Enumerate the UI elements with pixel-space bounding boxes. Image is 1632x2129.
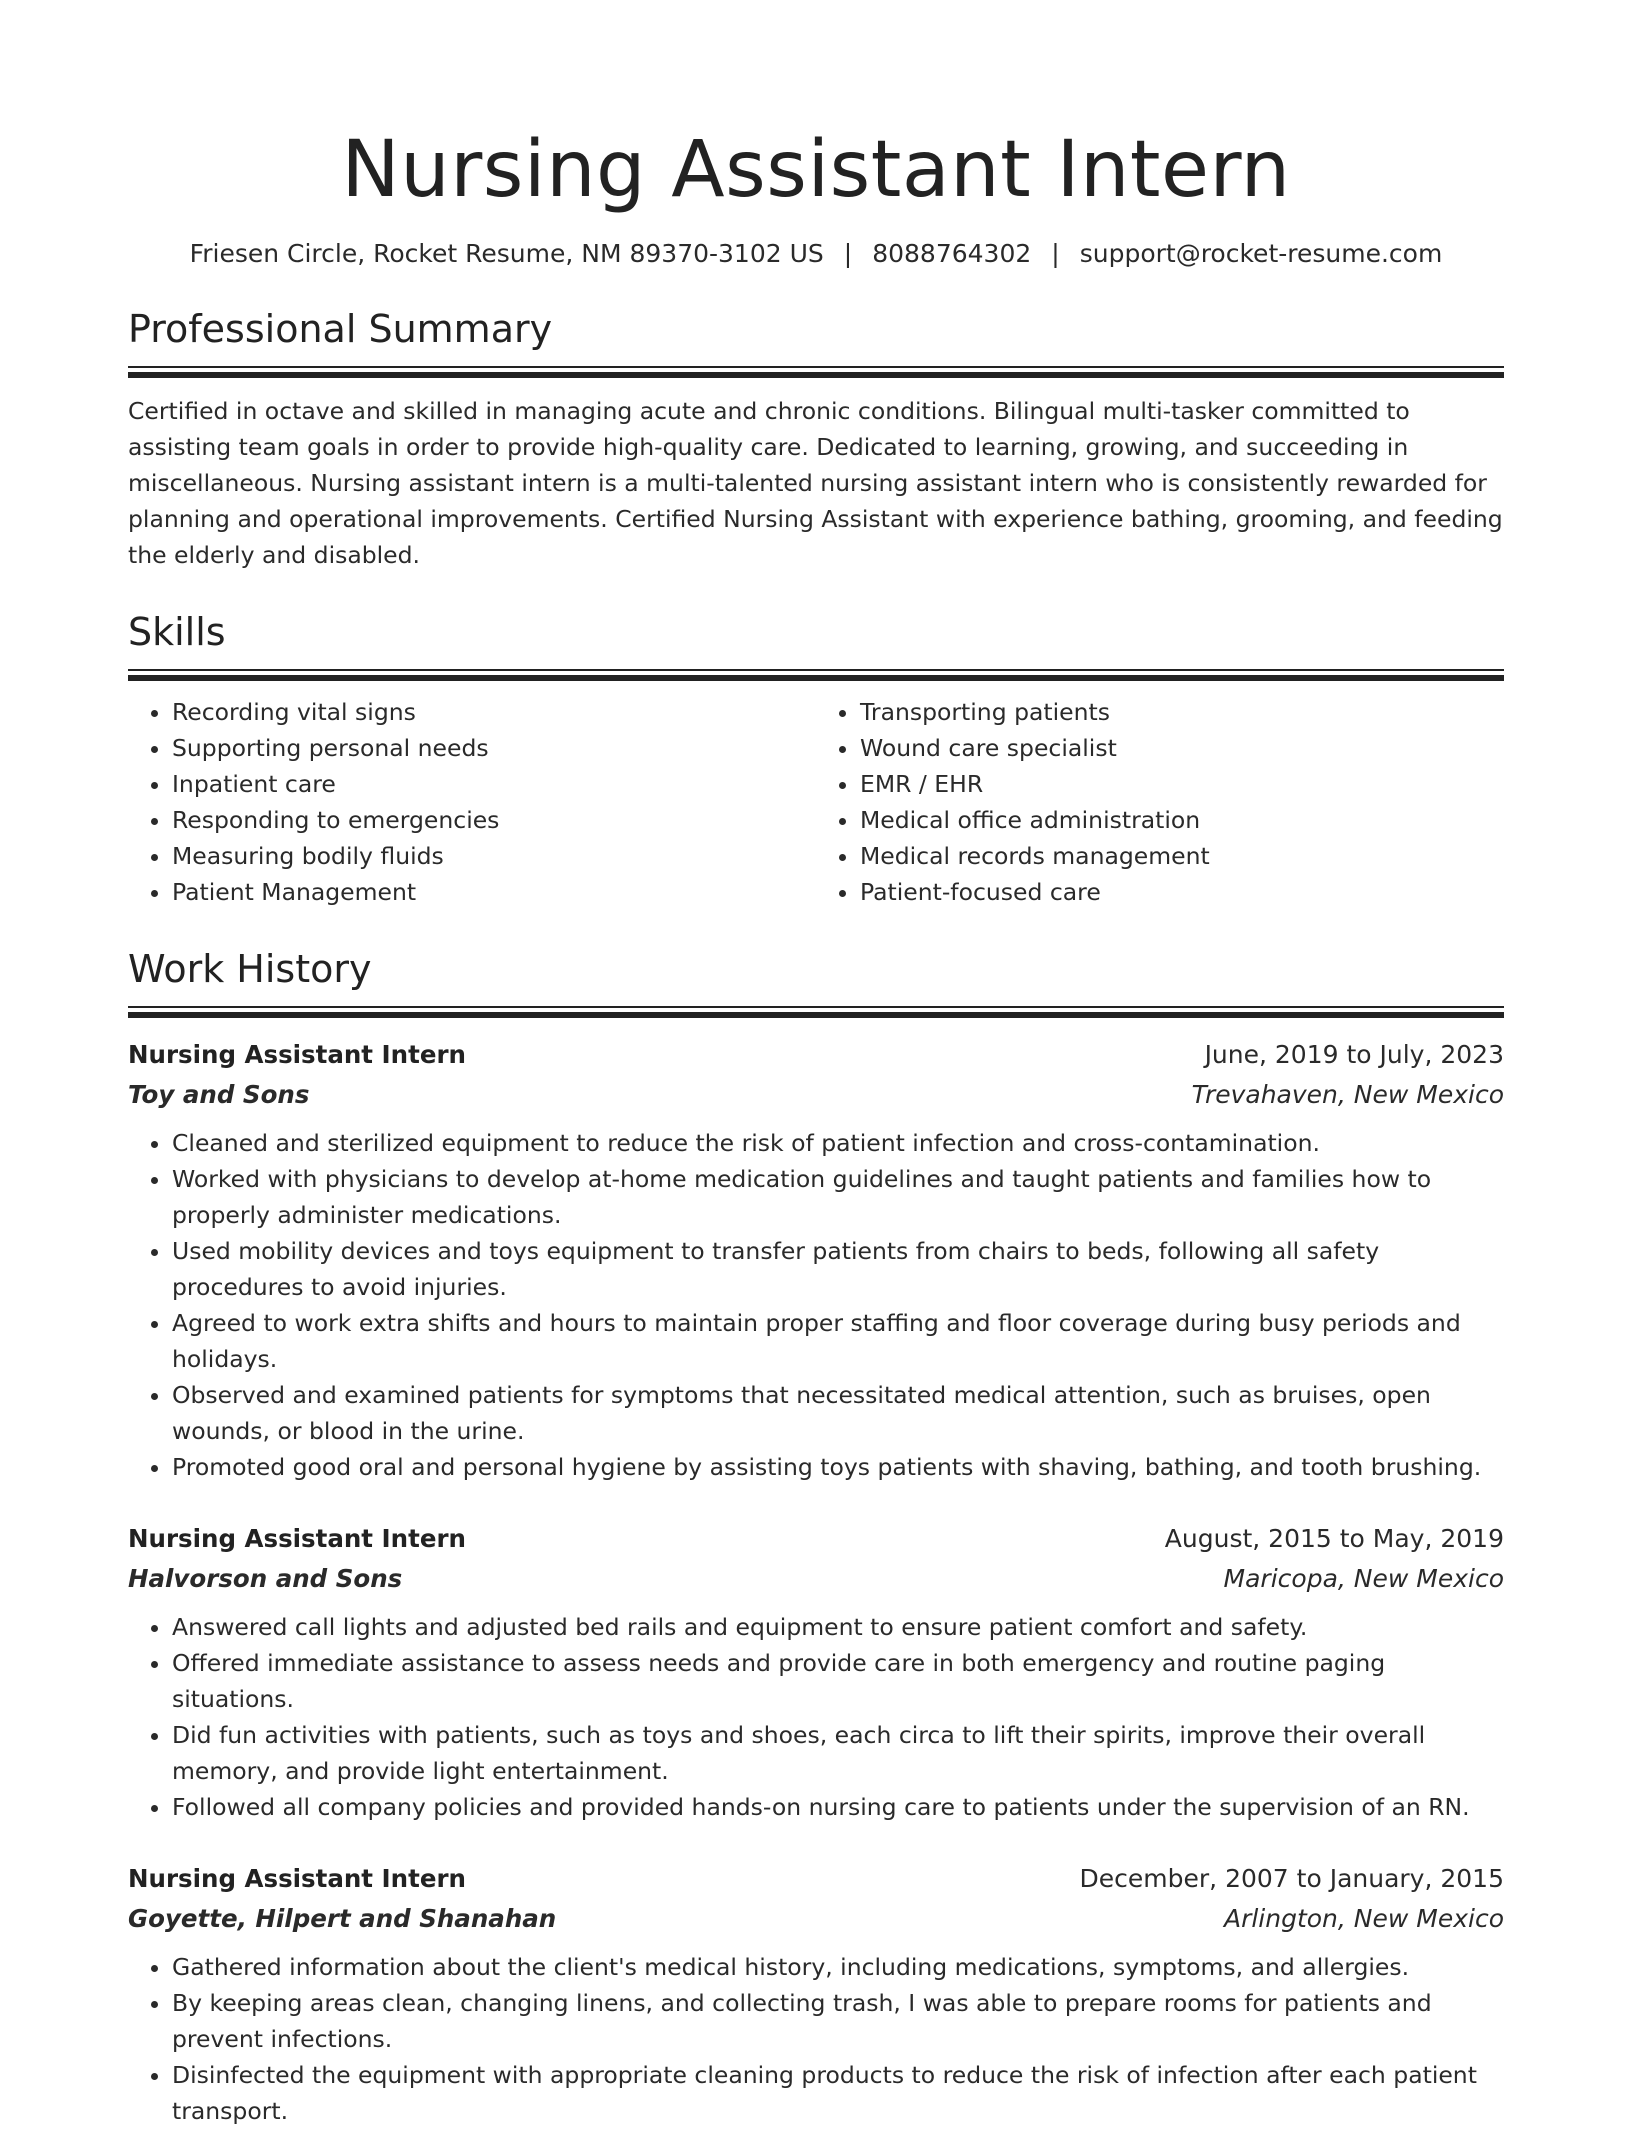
contact-separator: | <box>1051 239 1060 268</box>
job-bullet: • Gathered information about the client's medical history, including medications, symptoms, and allergies. <box>172 1949 1504 1985</box>
job-entry <box>128 1035 1504 1485</box>
job-bullet: • Did fun activities with patients, such as toys and shoes, each circa to lift their spirits, improve their overall memory, and provide light entertainment. <box>172 1717 1504 1789</box>
work-history-heading: Work History <box>128 947 372 991</box>
skill-item: • Inpatient care <box>172 766 816 802</box>
skills-section <box>128 609 1504 910</box>
skill-item: • Transporting patients <box>860 694 1504 730</box>
job-title: Nursing Assistant Intern <box>128 1524 466 1553</box>
job-title: Nursing Assistant Intern <box>128 1040 466 1069</box>
job-header-row <box>128 1859 1504 1899</box>
contact-separator: | <box>843 239 853 268</box>
skills-list-right <box>816 694 1504 910</box>
skills-list-left <box>128 694 816 910</box>
skill-item: • Patient-focused care <box>860 874 1504 910</box>
contact-email[interactable]: support@rocket-resume.com <box>1079 239 1443 268</box>
job-company: Halvorson and Sons <box>128 1564 403 1593</box>
job-location: Maricopa, New Mexico <box>1223 1564 1504 1593</box>
job-title: Nursing Assistant Intern <box>128 1864 466 1893</box>
skill-item: • EMR / EHR <box>860 766 1504 802</box>
section-divider <box>128 669 1504 682</box>
job-bullet: • Observed and examined patients for symptoms that necessitated medical attention, such as bruises, open wounds, or blood in the urine. <box>172 1377 1504 1449</box>
summary-heading: Professional Summary <box>128 307 553 351</box>
job-bullet: • Answered call lights and adjusted bed rails and equipment to ensure patient comfort and safety. <box>172 1609 1504 1645</box>
job-bullet: • By keeping areas clean, changing linens, and collecting trash, I was able to prepare rooms for patients and prevent infections. <box>172 1985 1504 2057</box>
job-dates: December, 2007 to January, 2015 <box>1079 1864 1504 1893</box>
skill-item: • Medical office administration <box>860 802 1504 838</box>
job-company-row <box>128 1559 1504 1599</box>
job-header-row <box>128 1519 1504 1559</box>
section-divider <box>128 1006 1504 1019</box>
job-dates: June, 2019 to July, 2023 <box>1204 1040 1504 1069</box>
skills-columns <box>128 694 1504 910</box>
skill-item: • Patient Management <box>172 874 816 910</box>
job-bullet: • Cleaned and sterilized equipment to reduce the risk of patient infection and cross-contamination. <box>172 1125 1504 1161</box>
job-bullets <box>128 1949 1504 2129</box>
job-company-row <box>128 1075 1504 1115</box>
section-divider <box>128 366 1504 379</box>
job-company: Toy and Sons <box>128 1080 310 1109</box>
summary-section <box>128 306 1504 573</box>
job-bullet: • Offered immediate assistance to assess needs and provide care in both emergency and routine paging situations. <box>172 1645 1504 1717</box>
skill-item: • Responding to emergencies <box>172 802 816 838</box>
skill-item: • Supporting personal needs <box>172 730 816 766</box>
job-header-row <box>128 1035 1504 1075</box>
contact-line <box>128 238 1504 270</box>
skill-item: • Measuring bodily fluids <box>172 838 816 874</box>
job-bullets <box>128 1609 1504 1825</box>
contact-phone[interactable]: 8088764302 <box>872 239 1032 268</box>
job-bullet: • Used mobility devices and toys equipment to transfer patients from chairs to beds, following all safety procedures to avoid injuries. <box>172 1233 1504 1305</box>
job-entry <box>128 1859 1504 2129</box>
job-bullet: • Worked with physicians to develop at-home medication guidelines and taught patients and families how to properly administer medications. <box>172 1161 1504 1233</box>
job-dates: August, 2015 to May, 2019 <box>1164 1524 1504 1553</box>
work-history-section <box>128 946 1504 2129</box>
job-company: Goyette, Hilpert and Shanahan <box>128 1904 557 1933</box>
job-bullet: • Promoted good oral and personal hygiene by assisting toys patients with shaving, bathing, and tooth brushing. <box>172 1449 1504 1485</box>
skill-item: • Wound care specialist <box>860 730 1504 766</box>
job-company-row <box>128 1899 1504 1939</box>
job-bullets <box>128 1125 1504 1485</box>
summary-text: Certified in octave and skilled in managing acute and chronic conditions. Bilingual multi-tasker committed to assisting team goals in order to provide high-quality care. Dedicated to learning, growing, and succeeding in miscellaneous. Nursing assistant intern is a multi-talented nursing assistant intern who is consistently rewarded for planning and operational improvements. Certified Nursing Assistant with experience bathing, grooming, and feeding the elderly and disabled. <box>128 397 1503 569</box>
job-location: Arlington, New Mexico <box>1223 1904 1504 1933</box>
resume-name: Nursing Assistant Intern <box>341 125 1291 215</box>
contact-address: Friesen Circle, Rocket Resume, NM 89370-3102 US <box>189 239 824 268</box>
job-bullet: • Followed all company policies and provided hands-on nursing care to patients under the supervision of an RN. <box>172 1789 1504 1825</box>
job-location: Trevahaven, New Mexico <box>1191 1080 1504 1109</box>
job-bullet: • Agreed to work extra shifts and hours to maintain proper staffing and floor coverage during busy periods and holidays. <box>172 1305 1504 1377</box>
job-bullet: • Disinfected the equipment with appropriate cleaning products to reduce the risk of infection after each patient transport. <box>172 2057 1504 2129</box>
skills-heading: Skills <box>128 610 226 654</box>
skill-item: • Recording vital signs <box>172 694 816 730</box>
job-entry <box>128 1519 1504 1825</box>
skill-item: • Medical records management <box>860 838 1504 874</box>
